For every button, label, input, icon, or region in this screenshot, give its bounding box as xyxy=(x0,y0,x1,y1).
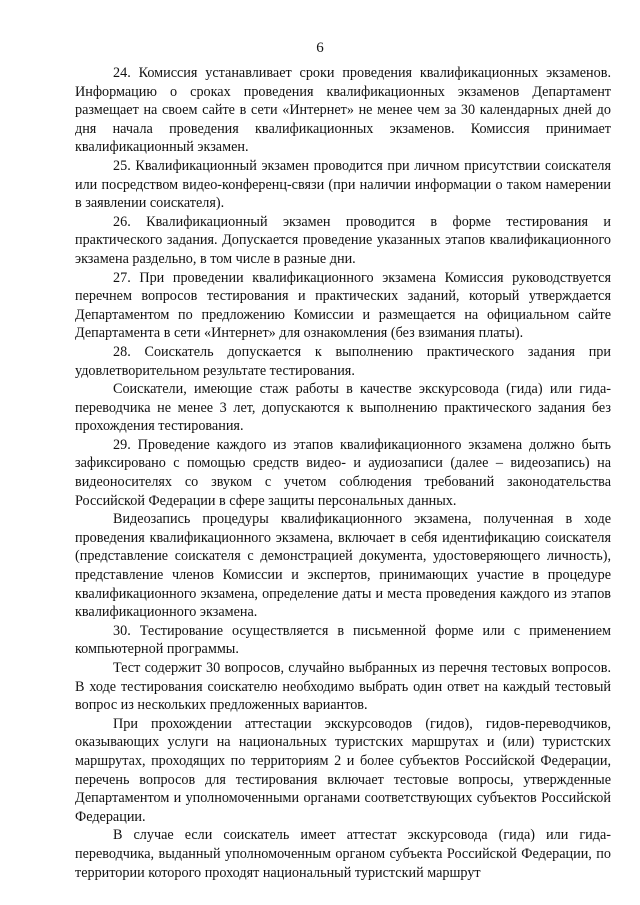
paragraph-30-test: Тест содержит 30 вопросов, случайно выбранных из перечня тестовых вопросов. В ходе тестирования соискателю необходимо выбрать один ответ на каждый тестовый вопрос из нескольких предложенных вариантов. xyxy=(75,660,611,714)
paragraph-30-attestation: При прохождении аттестации экскурсоводов (гидов), гидов-переводчиков, оказывающих услуги на национальных туристских маршрутах и (или) туристских маршрутах, проходящих по территориям 2 и более субъектов Российской Федерации, перечень вопросов для тестирования включает тестовые вопросы, утвержденные Департаментом и уполномоченными органами соответствующих субъектов Российской Федерации. xyxy=(75,715,611,825)
paragraph-30: 30. Тестирование осуществляется в письменной форме или с применением компьютерной программы. xyxy=(75,622,611,658)
paragraph-29: 29. Проведение каждого из этапов квалификационного экзамена должно быть зафиксировано с помощью средств видео- и аудиозаписи (далее – видеозапись) на видеоносителях со звуком с учетом соблюдения требований законодательства Российской Федерации в сфере защиты персональных данных. xyxy=(75,436,611,509)
paragraph-26: 26. Квалификационный экзамен проводится в форме тестирования и практического задания. Допускается проведение указанных этапов квалификационного экзамена раздельно, в том числе в разные дни. xyxy=(75,213,611,267)
paragraph-27: 27. При проведении квалификационного экзамена Комиссия руководствуется перечнем вопросов тестирования и практических заданий, который утверждается Департаментом по предложению Комиссии и размещается на официальном сайте Департамента в сети «Интернет» для ознакомления (без взимания платы). xyxy=(75,269,611,342)
paragraph-24: 24. Комиссия устанавливает сроки проведения квалификационных экзаменов. Информацию о сроках проведения квалификационных экзаменов Департамент размещает на своем сайте в сети «Интернет» не менее чем за 30 календарных дней до дня начала проведения квалификационных экзаменов. Комиссия принимает квалификационный экзамен. xyxy=(75,65,611,156)
paragraph-29-continued: Видеозапись процедуры квалификационного экзамена, полученная в ходе проведения квалификационного экзамена, включает в себя идентификацию соискателя (представление соискателя с демонстрацией документа, удостоверяющего личность), представление членов Комиссии и экспертов, принимающих участие в процедуре квалификационного экзамена, определение даты и места проведения каждого из этапов квалификационного экзамена. xyxy=(75,511,611,621)
document-body xyxy=(75,64,611,882)
paragraph-28-continued: Соискатели, имеющие стаж работы в качестве экскурсовода (гида) или гида-переводчика не менее 3 лет, допускаются к выполнению практического задания без прохождения тестирования. xyxy=(75,381,611,435)
paragraph-25: 25. Квалификационный экзамен проводится при личном присутствии соискателя или посредством видео-конференц-связи (при наличии информации о таком намерении в заявлении соискателя). xyxy=(75,157,611,212)
paragraph-30-certificate: В случае если соискатель имеет аттестат экскурсовода (гида) или гида-переводчика, выданный уполномоченным органом субъекта Российской Федерации, по территории которого проходят национальный туристский маршрут xyxy=(75,827,611,881)
page-number: 6 xyxy=(316,40,324,56)
paragraph-28: 28. Соискатель допускается к выполнению практического задания при удовлетворительном результате тестирования. xyxy=(75,343,611,379)
